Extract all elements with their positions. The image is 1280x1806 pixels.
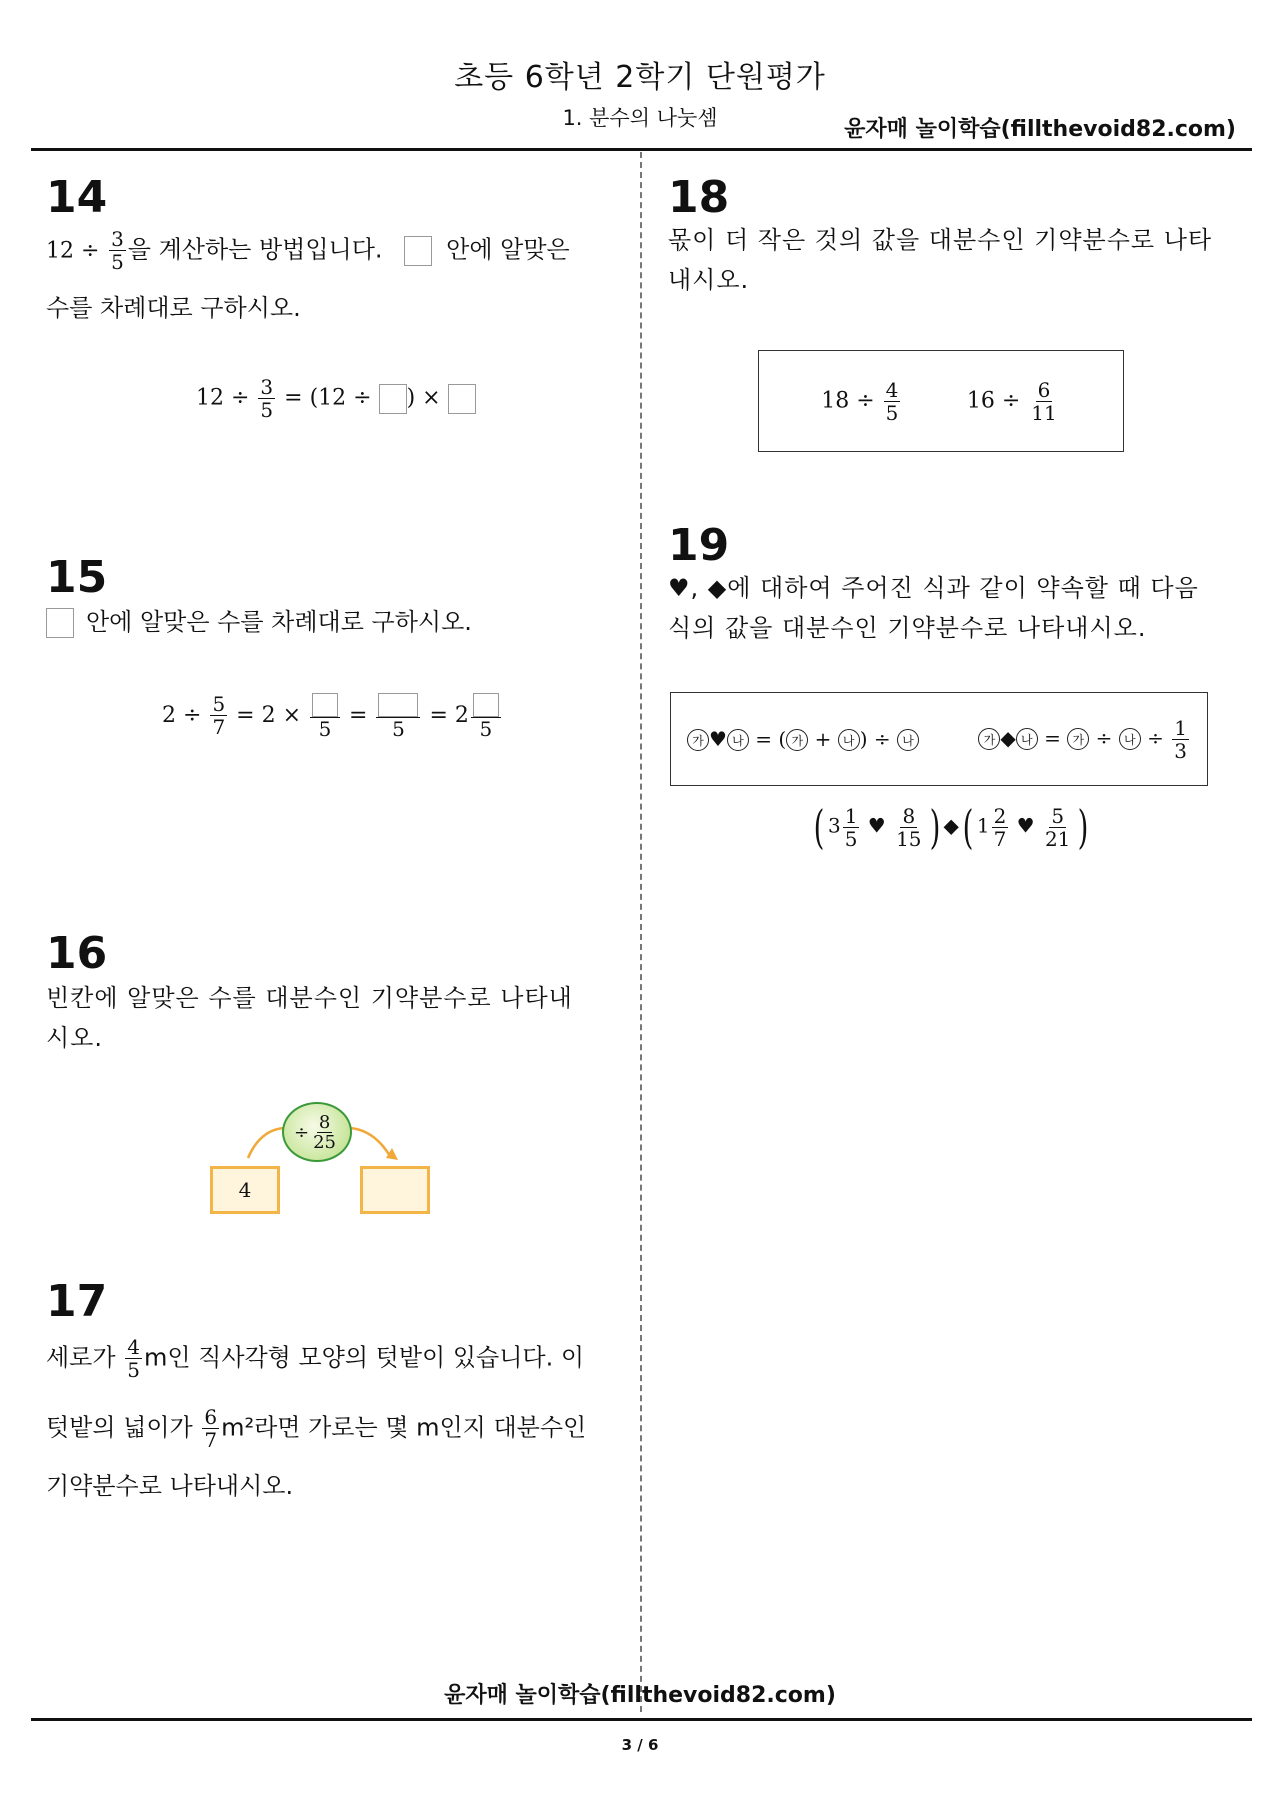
answer-box[interactable] (312, 693, 338, 717)
question-18-text: 몫이 더 작은 것의 값을 대분수인 기약분수로 나타내시오. (668, 226, 1213, 294)
answer-box[interactable] (379, 384, 407, 414)
operator-circle: ÷ $\frac{8}{25}$ (282, 1102, 352, 1162)
question-14-number: 14 (46, 172, 108, 223)
question-14-equation: 12 ÷ $\frac{3}{5}$ = (12 ÷ ) × (196, 376, 476, 421)
unit-subtitle: 1. 분수의 나눗셈 (562, 106, 718, 130)
expression-2: 16 ÷ $\frac{6}{11}$ (966, 377, 1057, 425)
header-rule (31, 148, 1252, 151)
heart-rule: 가 ♥ 나 = ( 가 + 나 ) ÷ 나 (687, 727, 919, 752)
page-title: 초등 6학년 2학기 단원평가 (454, 60, 826, 95)
header-brand: 윤자매 놀이학습(fillthevoid82.com) (844, 117, 1236, 142)
answer-box[interactable] (360, 1166, 430, 1214)
question-17-text-2: 텃밭의 넓이가 $\frac{6}{7}$ m²라면 가로는 몇 m인지 대분수인 (46, 1405, 587, 1452)
question-18-expressions (758, 350, 1124, 452)
expression-1: 18 ÷ $\frac{4}{5}$ (821, 377, 899, 425)
diamond-rule: 가 ◆ 나 = 가 ÷ 나 ÷ $\frac{1}{3}$ (978, 717, 1191, 762)
blank-box (404, 236, 432, 266)
fraction: $\frac{3}{5}$ (111, 227, 124, 274)
question-14-text: 12 ÷ $\frac{3}{5}$ 을 계산하는 방법입니다. 안에 알맞은 (46, 227, 570, 274)
question-17-text-1: 세로가 $\frac{4}{5}$ m인 직사각형 모양의 텃밭이 있습니다. 이 (46, 1335, 585, 1382)
question-16-text: 빈칸에 알맞은 수를 대분수인 기약분수로 나타내시오. (46, 984, 573, 1052)
question-17-text-3: 기약분수로 나타내시오. (46, 1472, 294, 1500)
question-18-number: 18 (668, 172, 730, 223)
input-box: 4 (210, 1166, 280, 1214)
question-14-text-2: 수를 차례대로 구하시오. (46, 294, 301, 322)
question-19-expression: ( 3 $\frac{1}{5}$ ♥ $\frac{8}{15}$ ) ◆( 1 $\frac{2}{7}$ ♥ $\frac{5}{21}$ ) (813, 800, 1089, 854)
question-19-text: ♥, ◆에 대하여 주어진 식과 같이 약속할 때 다음 식의 값을 대분수인 기약분수로 나타내시오. (668, 574, 1199, 642)
question-17-number: 17 (46, 1276, 108, 1327)
blank-box (46, 608, 74, 638)
question-16-number: 16 (46, 928, 108, 979)
question-19-number: 19 (668, 520, 730, 571)
question-15-equation: 2 ÷ $\frac{5}{7}$ = 2 × 5 = 5 = 2 5 (162, 692, 503, 740)
operation-diagram (200, 1100, 440, 1220)
question-15-text: 안에 알맞은 수를 차례대로 구하시오. (46, 602, 472, 642)
page-number: 3 / 6 (621, 1736, 659, 1754)
column-divider (640, 152, 642, 1712)
answer-box[interactable] (378, 693, 418, 717)
answer-box[interactable] (473, 693, 499, 717)
footer-rule (31, 1718, 1252, 1721)
question-19-rules (670, 692, 1208, 786)
footer-brand: 윤자매 놀이학습(fillthevoid82.com) (444, 1683, 836, 1708)
answer-box[interactable] (448, 384, 476, 414)
question-15-number: 15 (46, 552, 108, 603)
